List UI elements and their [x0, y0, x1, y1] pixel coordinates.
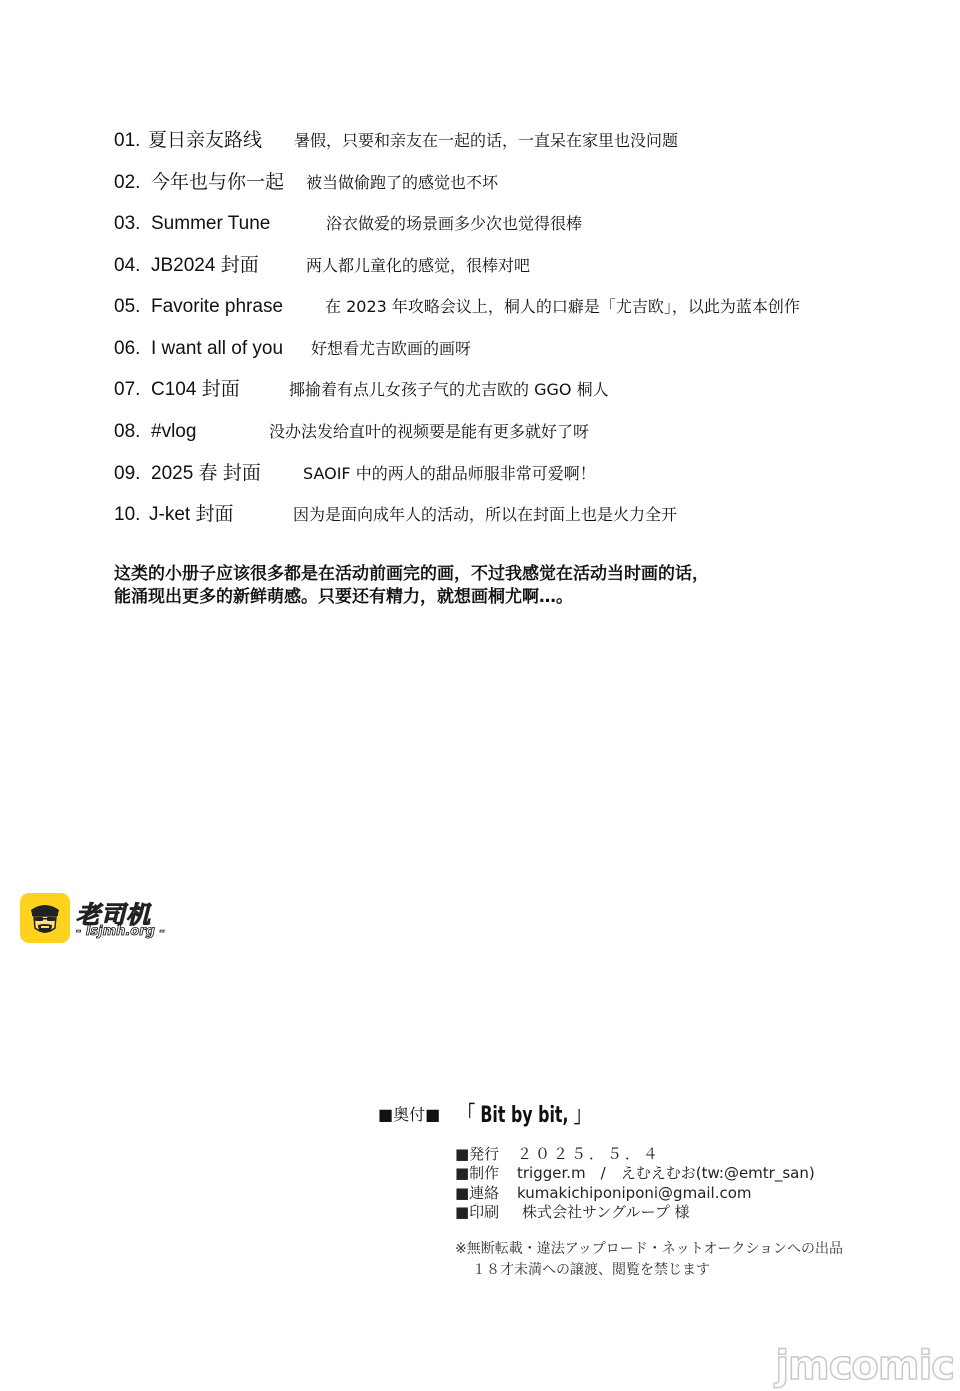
colophon-row-value: kumakichiponiponi@gmail.com — [517, 1184, 752, 1202]
logo-name: 老司机 — [76, 901, 151, 929]
toc-item-title: 今年也与你一起 — [151, 172, 285, 193]
toc-item-comment: 暑假，只要和亲友在一起的话，一直呆在家里也没问题 — [294, 131, 679, 150]
colophon-row-label: ■連絡 — [455, 1184, 500, 1202]
colophon-row-value: trigger.m / えむえむお(tw:@emtr_san) — [517, 1164, 815, 1182]
toc-item-title: JB2024 封面 — [151, 255, 259, 276]
toc-item-title: I want all of you — [151, 338, 284, 359]
colophon-label: ■奥付■ — [378, 1105, 441, 1124]
toc-item-comment: 因为是面向成年人的活动，所以在封面上也是火力全开 — [293, 505, 678, 524]
colophon-row-label: ■制作 — [455, 1164, 500, 1182]
toc-item-title: Favorite phrase — [151, 296, 284, 317]
toc-item-number: 05. — [114, 296, 141, 317]
colophon-row-value: 株式会社サングループ 様 — [522, 1203, 690, 1221]
toc-item-comment: 浴衣做爱的场景画多少次也觉得很棒 — [326, 214, 583, 233]
toc-item-comment: 被当做偷跑了的感觉也不坏 — [306, 173, 499, 192]
copyright-notice — [455, 1239, 843, 1281]
toc-item-number: 08. — [114, 421, 141, 442]
toc-item-number: 06. — [114, 338, 141, 359]
toc-item-title: C104 封面 — [151, 379, 240, 400]
colophon-row-label: ■発行 — [455, 1145, 500, 1163]
toc-item-title: 2025 春 封面 — [151, 463, 261, 484]
toc-item-number: 07. — [114, 379, 141, 400]
toc-item-number: 02. — [114, 172, 141, 193]
toc-item-comment: 在 2023 年攻略会议上，桐人的口癖是「尤吉欧」，以此为蓝本创作 — [325, 297, 800, 316]
toc-item-comment: 好想看尤吉欧画的画呀 — [311, 339, 472, 358]
driver-face-icon — [20, 893, 70, 943]
toc-item-number: 04. — [114, 255, 141, 276]
toc-item-title: Summer Tune — [151, 213, 271, 234]
site-logo — [20, 893, 180, 947]
notice-line: ※無断転載・違法アップロード・ネットオークションへの出品 — [455, 1241, 844, 1257]
watermark: jmcomic — [775, 1343, 954, 1389]
toc-item-number: 09. — [114, 463, 141, 484]
colophon-row-value: ２０２５．５．４ — [517, 1145, 662, 1163]
toc-item-comment: 没办法发给直叶的视频要是能有更多就好了呀 — [269, 422, 590, 441]
toc-item-title: 夏日亲友路线 — [148, 130, 263, 151]
toc-item-comment: 揶揄着有点儿女孩子气的尤吉欧的 GGO 桐人 — [289, 380, 609, 399]
afterword — [114, 563, 834, 609]
colophon-row-label: ■印刷 — [455, 1203, 500, 1221]
book-title: 「 Bit by bit, 」 — [459, 1103, 591, 1128]
toc-item-number: 10. — [114, 504, 141, 525]
notice-line: １８才未満への譲渡、閲覧を禁じます — [472, 1262, 710, 1278]
toc-item-number: 03. — [114, 213, 141, 234]
toc-item-comment: 两人都儿童化的感觉，很棒对吧 — [306, 256, 531, 275]
colophon-header — [378, 1098, 641, 1129]
toc-item-title: #vlog — [151, 421, 197, 442]
afterword-line: 能涌现出更多的新鲜萌感。只要还有精力，就想画桐尤啊…。 — [114, 587, 573, 607]
toc-item-title: J-ket 封面 — [149, 504, 234, 525]
toc-item-number: 01. — [114, 130, 141, 151]
toc-item-comment: SAOIF 中的两人的甜品师服非常可爱啊！ — [303, 464, 596, 483]
afterword-line: 这类的小册子应该很多都是在活动前画完的画，不过我感觉在活动当时画的话， — [114, 564, 709, 584]
logo-url: - lsjmh.org - — [76, 924, 165, 939]
